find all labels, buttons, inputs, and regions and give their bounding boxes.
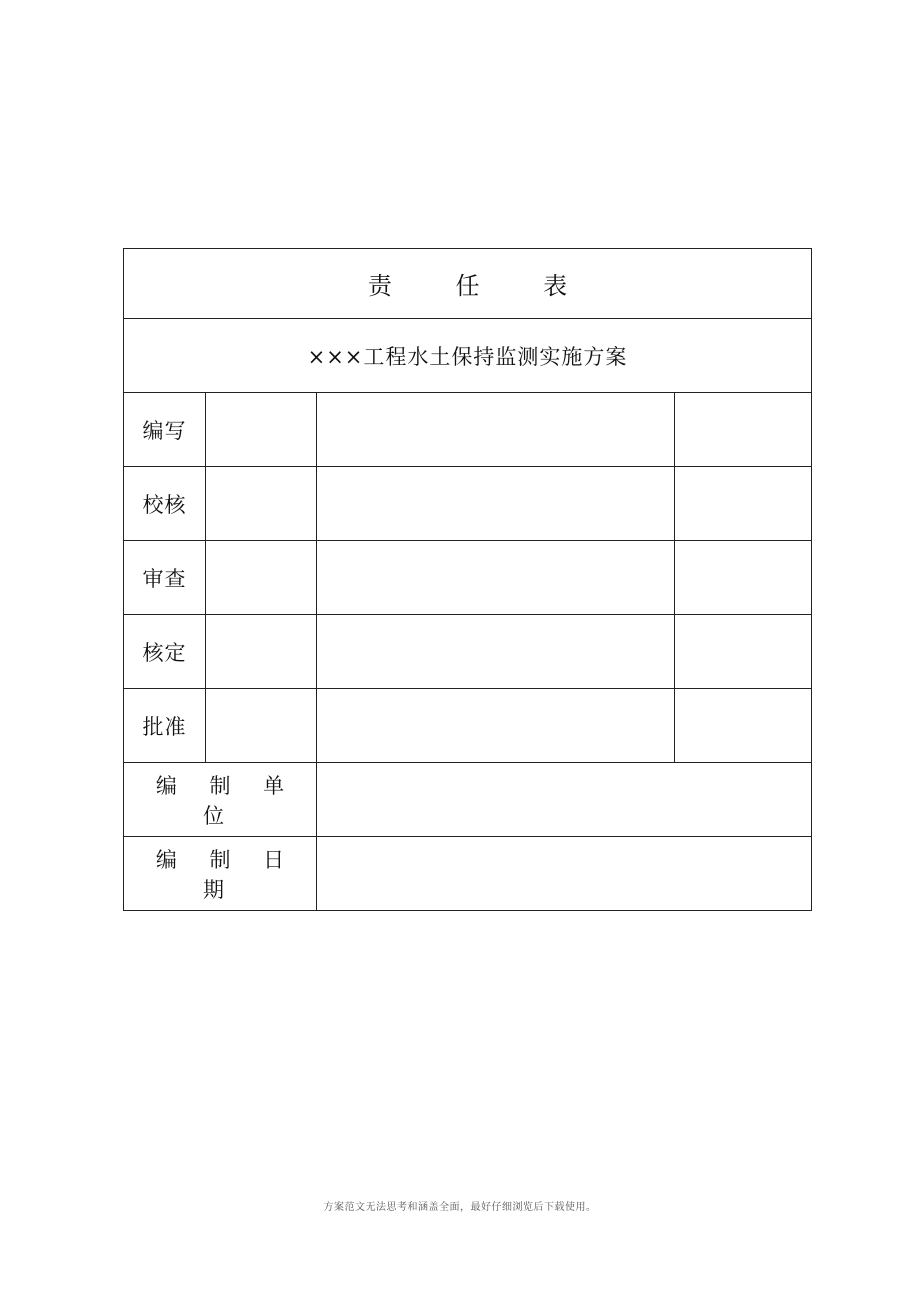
role-label-cell bbox=[124, 541, 206, 615]
role-label-cell bbox=[124, 615, 206, 689]
project-name: ×××工程水土保持监测实施方案 bbox=[307, 344, 628, 369]
role-detail-cell bbox=[317, 615, 675, 689]
role-label-cell bbox=[124, 467, 206, 541]
compiling-unit-label: 编 制 单 位 bbox=[155, 773, 298, 828]
responsibility-table bbox=[123, 248, 812, 911]
role-signature-cell bbox=[675, 689, 812, 763]
role-signature-cell bbox=[675, 467, 812, 541]
compiling-unit-value-cell bbox=[317, 763, 812, 837]
role-label: 审查 bbox=[142, 566, 187, 591]
compiling-unit-row bbox=[124, 763, 812, 837]
compiling-date-label-cell bbox=[124, 837, 317, 911]
role-name-cell bbox=[206, 689, 317, 763]
compiling-date-label: 编 制 日 期 bbox=[155, 847, 298, 902]
table-title-cell bbox=[124, 249, 812, 319]
role-detail-cell bbox=[317, 689, 675, 763]
table-row bbox=[124, 615, 812, 689]
table-row bbox=[124, 689, 812, 763]
compiling-unit-label-cell bbox=[124, 763, 317, 837]
project-name-cell bbox=[124, 319, 812, 393]
project-name-row bbox=[124, 319, 812, 393]
table-row bbox=[124, 467, 812, 541]
role-detail-cell bbox=[317, 467, 675, 541]
role-name-cell bbox=[206, 393, 317, 467]
role-signature-cell bbox=[675, 541, 812, 615]
role-label-cell bbox=[124, 689, 206, 763]
compiling-date-value-cell bbox=[317, 837, 812, 911]
role-label: 校核 bbox=[142, 492, 187, 517]
role-detail-cell bbox=[317, 541, 675, 615]
role-label: 批准 bbox=[142, 714, 187, 739]
table-row bbox=[124, 393, 812, 467]
table-row bbox=[124, 541, 812, 615]
role-detail-cell bbox=[317, 393, 675, 467]
role-signature-cell bbox=[675, 615, 812, 689]
role-label: 编写 bbox=[142, 418, 187, 443]
table-title-row bbox=[124, 249, 812, 319]
role-name-cell bbox=[206, 467, 317, 541]
role-signature-cell bbox=[675, 393, 812, 467]
page-footer: 方案范文无法思考和涵盖全面，最好仔细浏览后下载使用。 bbox=[323, 1202, 597, 1213]
role-name-cell bbox=[206, 615, 317, 689]
table-title: 责 任 表 bbox=[367, 272, 596, 300]
role-label-cell bbox=[124, 393, 206, 467]
role-name-cell bbox=[206, 541, 317, 615]
compiling-date-row bbox=[124, 837, 812, 911]
role-label: 核定 bbox=[142, 640, 187, 665]
